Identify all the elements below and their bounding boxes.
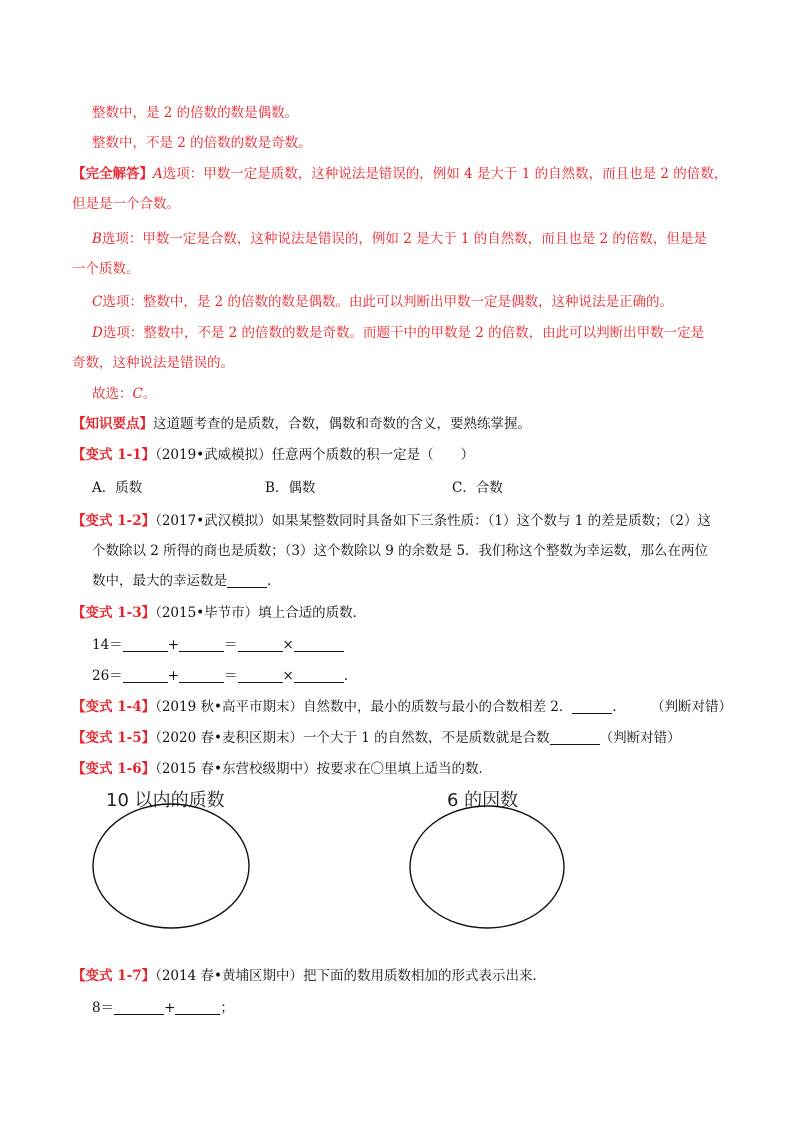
variant-1-1-option-a: A．质数: [92, 480, 143, 496]
question-text: （2019 秋•高平市期末）自然数中，最小的质数与最小的合数相差 2．: [155, 699, 573, 715]
variant-tag: 【变式 1-1】: [72, 447, 156, 463]
equals-sign: ＝: [224, 668, 238, 684]
option-letter: A: [153, 166, 163, 182]
line-end: ．: [343, 668, 358, 684]
row-number: 26＝: [92, 668, 123, 684]
variant-tag: 【变式 1-6】: [72, 761, 156, 777]
factors-of-6-label: 6 的因数: [447, 790, 519, 811]
solution-text: 选项：甲数一定是合数，这种说法是错误的，例如 2 是大于 1 的自然数，而且也是 2 的倍数，但是是: [101, 231, 707, 247]
plus-sign: +: [167, 637, 179, 653]
row-number: 14＝: [92, 637, 123, 653]
answer-blank[interactable]: [175, 1000, 220, 1015]
solution-tag: 【完全解答】: [72, 166, 153, 182]
answer-suffix: 。: [142, 386, 157, 402]
variant-tag: 【变式 1-3】: [72, 605, 156, 621]
variant-tag: 【变式 1-2】: [72, 513, 156, 529]
solution-text: 选项：整数中，不是 2 的倍数的数是奇数。而题干中的甲数是 2 的倍数，由此可以判断出甲数一定是: [102, 325, 705, 341]
variant-1-1-option-c: C．合数: [452, 480, 503, 496]
answer-blank[interactable]: [114, 1000, 164, 1015]
even-definition: 整数中，是 2 的倍数的数是偶数。: [92, 105, 299, 121]
solution-text: 选项：甲数一定是质数，这种说法是错误的，例如 4 是大于 1 的自然数，而且也是 2 的倍数，: [162, 166, 728, 182]
variant-1-1-option-b: B．偶数: [265, 480, 316, 496]
solution-line-a2: 但是是一个合数。: [72, 196, 180, 212]
judge-note: （判断对错）: [599, 730, 681, 746]
key-point-tag: 【知识要点】: [72, 416, 153, 432]
question-text: 数中，最大的幸运数是: [92, 573, 227, 589]
factors-ellipse[interactable]: [410, 806, 564, 928]
solution-text: 选项：整数中，是 2 的倍数的数是偶数。由此可以判断出甲数一定是偶数，这种说法是正确的。: [102, 294, 674, 310]
question-text: （2014 春•黄埔区期中）把下面的数用质数相加的形式表示出来．: [155, 968, 546, 984]
question-text: （2020 春•麦积区期末）一个大于 1 的自然数，不是质数就是合数: [155, 730, 550, 746]
plus-sign: +: [164, 1000, 176, 1016]
line-end: ．: [612, 699, 626, 715]
answer-prefix: 故选：: [92, 386, 133, 402]
line-end: ；: [220, 1000, 234, 1016]
times-sign: ×: [282, 668, 294, 684]
option-letter: C: [92, 294, 103, 310]
question-text: （2017•武汉模拟）如果某整数同时具备如下三条性质：（1）这个数与 1 的差是质数；（2）这: [155, 513, 712, 529]
plus-sign: +: [167, 668, 179, 684]
question-text: （2015•毕节市）填上合适的质数．: [155, 605, 367, 621]
primes-ellipse[interactable]: [93, 804, 249, 928]
variant-1-7-question: [72, 966, 546, 986]
variant-1-2-line2: 个数除以 2 所得的商也是质数；（3）这个数除以 9 的余数是 5．我们称这个整数为幸运数，那么在两位: [92, 543, 709, 559]
variant-1-7-row-8: [92, 998, 234, 1018]
equals-sign: ＝: [224, 637, 238, 653]
line-end: ．: [267, 573, 281, 589]
question-text: （2019•武威模拟）任意两个质数的积一定是（ ）: [155, 447, 475, 463]
odd-definition: 整数中，不是 2 的倍数的数是奇数。: [92, 135, 312, 151]
row-number: 8＝: [92, 1000, 115, 1016]
variant-tag: 【变式 1-5】: [72, 730, 156, 746]
question-text: （2015 春•东营校级期中）按要求在〇里填上适当的数．: [155, 761, 492, 777]
variant-tag: 【变式 1-7】: [72, 968, 156, 984]
answer-letter: C: [132, 386, 143, 402]
primes-under-10-label: 10 以内的质数: [106, 790, 225, 811]
variant-tag: 【变式 1-4】: [72, 699, 156, 715]
option-letter: D: [92, 325, 103, 341]
variant-1-4-judge: （判断对错）: [651, 699, 732, 715]
key-point-text: 这道题考查的是质数，合数，偶数和奇数的含义，要熟练掌握。: [153, 416, 531, 432]
solution-line-d2: 奇数，这种说法是错误的。: [72, 355, 234, 371]
times-sign: ×: [282, 637, 294, 653]
option-letter: B: [92, 231, 102, 247]
solution-line-b2: 一个质数。: [72, 261, 140, 277]
